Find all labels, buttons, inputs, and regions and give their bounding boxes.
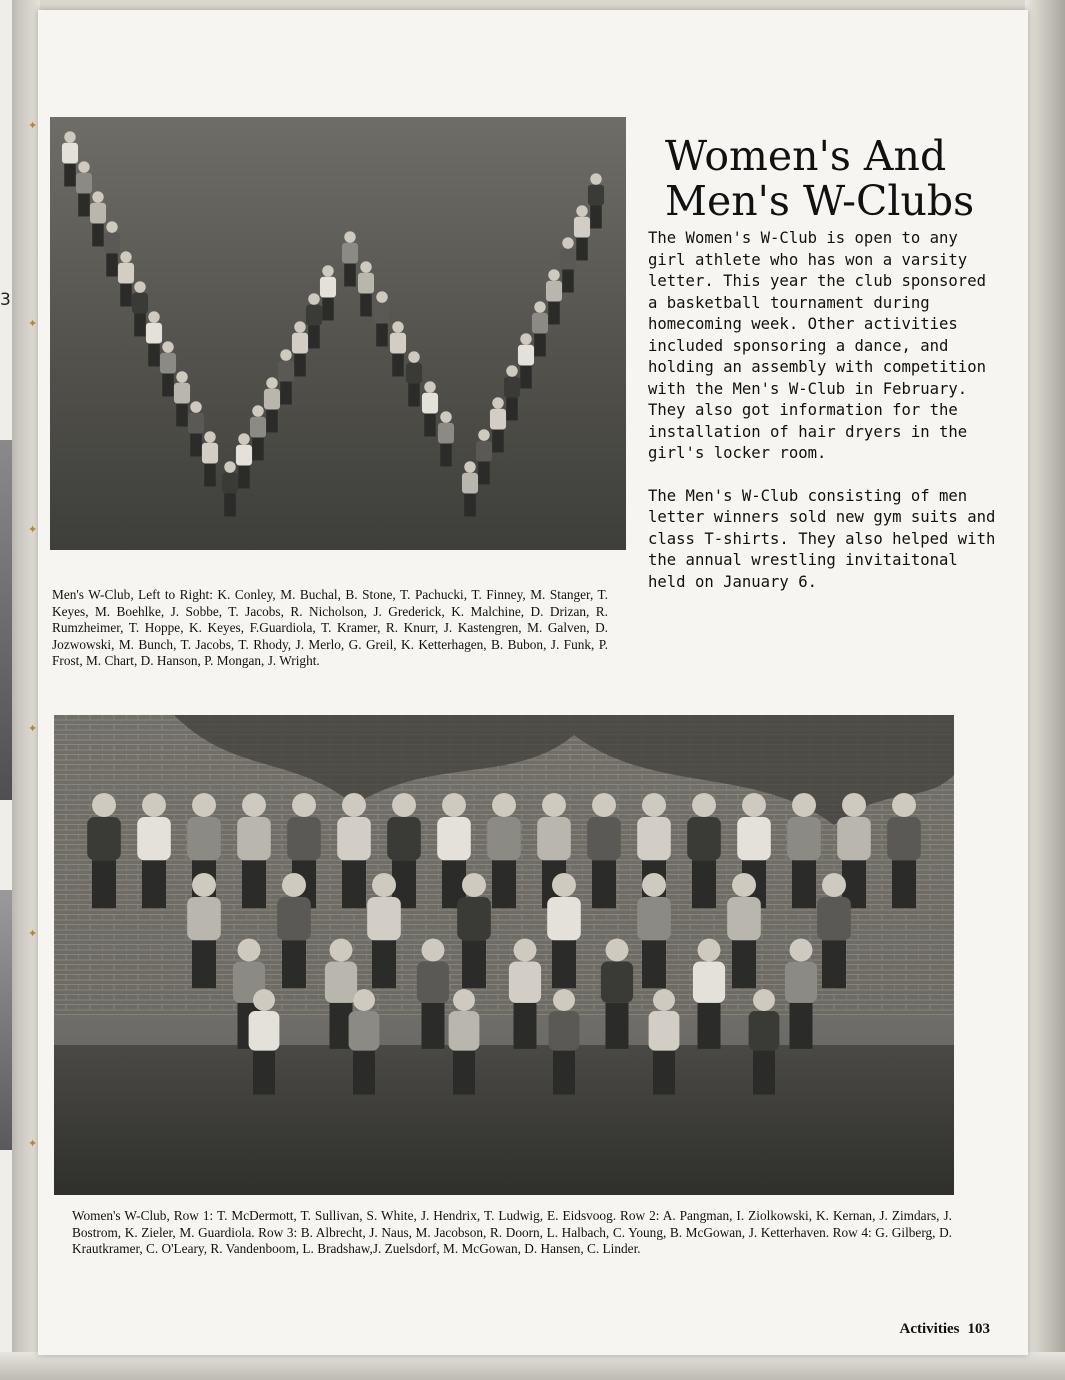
page-number: 103 (967, 1321, 990, 1337)
yearbook-page (38, 10, 1028, 1355)
body-paragraph: The Women's W-Club is open to any girl athlete who has won a varsity letter. This year the club sponsored a basketball tournament during homecoming week. Other activities included sponsoring a dance, and holding an assembly with competition with the Men's W-Club in February. They also got information for the installation of hair dryers in the girl's locker room. (648, 229, 986, 462)
scan-cover-edge (1025, 0, 1065, 1380)
title-line: Women's And (665, 132, 947, 180)
mens-w-club-photo (50, 117, 626, 550)
womens-photo-caption: Women's W-Club, Row 1: T. McDermott, T. Sullivan, S. White, J. Hendrix, T. Ludwig, E. Eidsvoog. Row 2: A. Pangman, I. Ziolkowski, K. Kernan, J. Zimdars, J. Bostrom, K. Zieler, M. Guardiola. Row 3: B. Albrecht, J. Naus, M. Jacobson, R. Doorn, L. Halbach, C. Young, B. McGowan, J. Ketterhaven. Row 4: G. Gilberg, D. Krautkramer, C. O'Leary, R. Vandenboom, L. Bradshaw,J. Zuelsdorf, M. McGowan, D. Hansen, C. Linder. (72, 1208, 952, 1257)
article-title (665, 134, 1005, 224)
binding-stitch-mark: ✦ (28, 119, 38, 132)
article-body (648, 228, 996, 614)
section-label: Activities (899, 1321, 960, 1337)
scan-bottom-edge (0, 1352, 1065, 1380)
scan-binding-edge (0, 0, 40, 1380)
binding-stitch-mark: ✦ (28, 722, 38, 735)
womens-w-club-photo (54, 715, 954, 1195)
previous-page-photo (0, 440, 12, 800)
previous-page-photo (0, 890, 12, 1150)
binding-stitch-mark: ✦ (28, 1137, 38, 1150)
previous-page-number: 3 (0, 290, 11, 310)
mens-photo-caption: Men's W-Club, Left to Right: K. Conley, M. Buchal, B. Stone, T. Pachucki, T. Finney, M. Stanger, T. Keyes, M. Boehlke, J. Sobbe, T. Jacobs, R. Nicholson, J. Grederick, K. Malchine, D. Drizan, R. Rumzheimer, T. Hoppe, K. Keyes, F.Guardiola, T. Kramer, R. Knurr, J. Kastengren, M. Galven, D. Jozwowski, M. Bunch, T. Jacobs, T. Rhody, J. Merlo, G. Greil, K. Ketterhagen, B. Bubon, J. Funk, P. Frost, M. Chart, D. Hanson, P. Mongan, J. Wright. (52, 587, 608, 669)
page-folio (900, 1321, 990, 1338)
binding-stitch-mark: ✦ (28, 927, 38, 940)
binding-stitch-mark: ✦ (28, 317, 38, 330)
binding-stitch-mark: ✦ (28, 523, 38, 536)
body-paragraph: The Men's W-Club consisting of men letter winners sold new gym suits and class T-shirts. They also helped with the annual wrestling invitaitonal held on January 6. (648, 486, 996, 591)
title-line: Men's W-Clubs (665, 177, 975, 225)
